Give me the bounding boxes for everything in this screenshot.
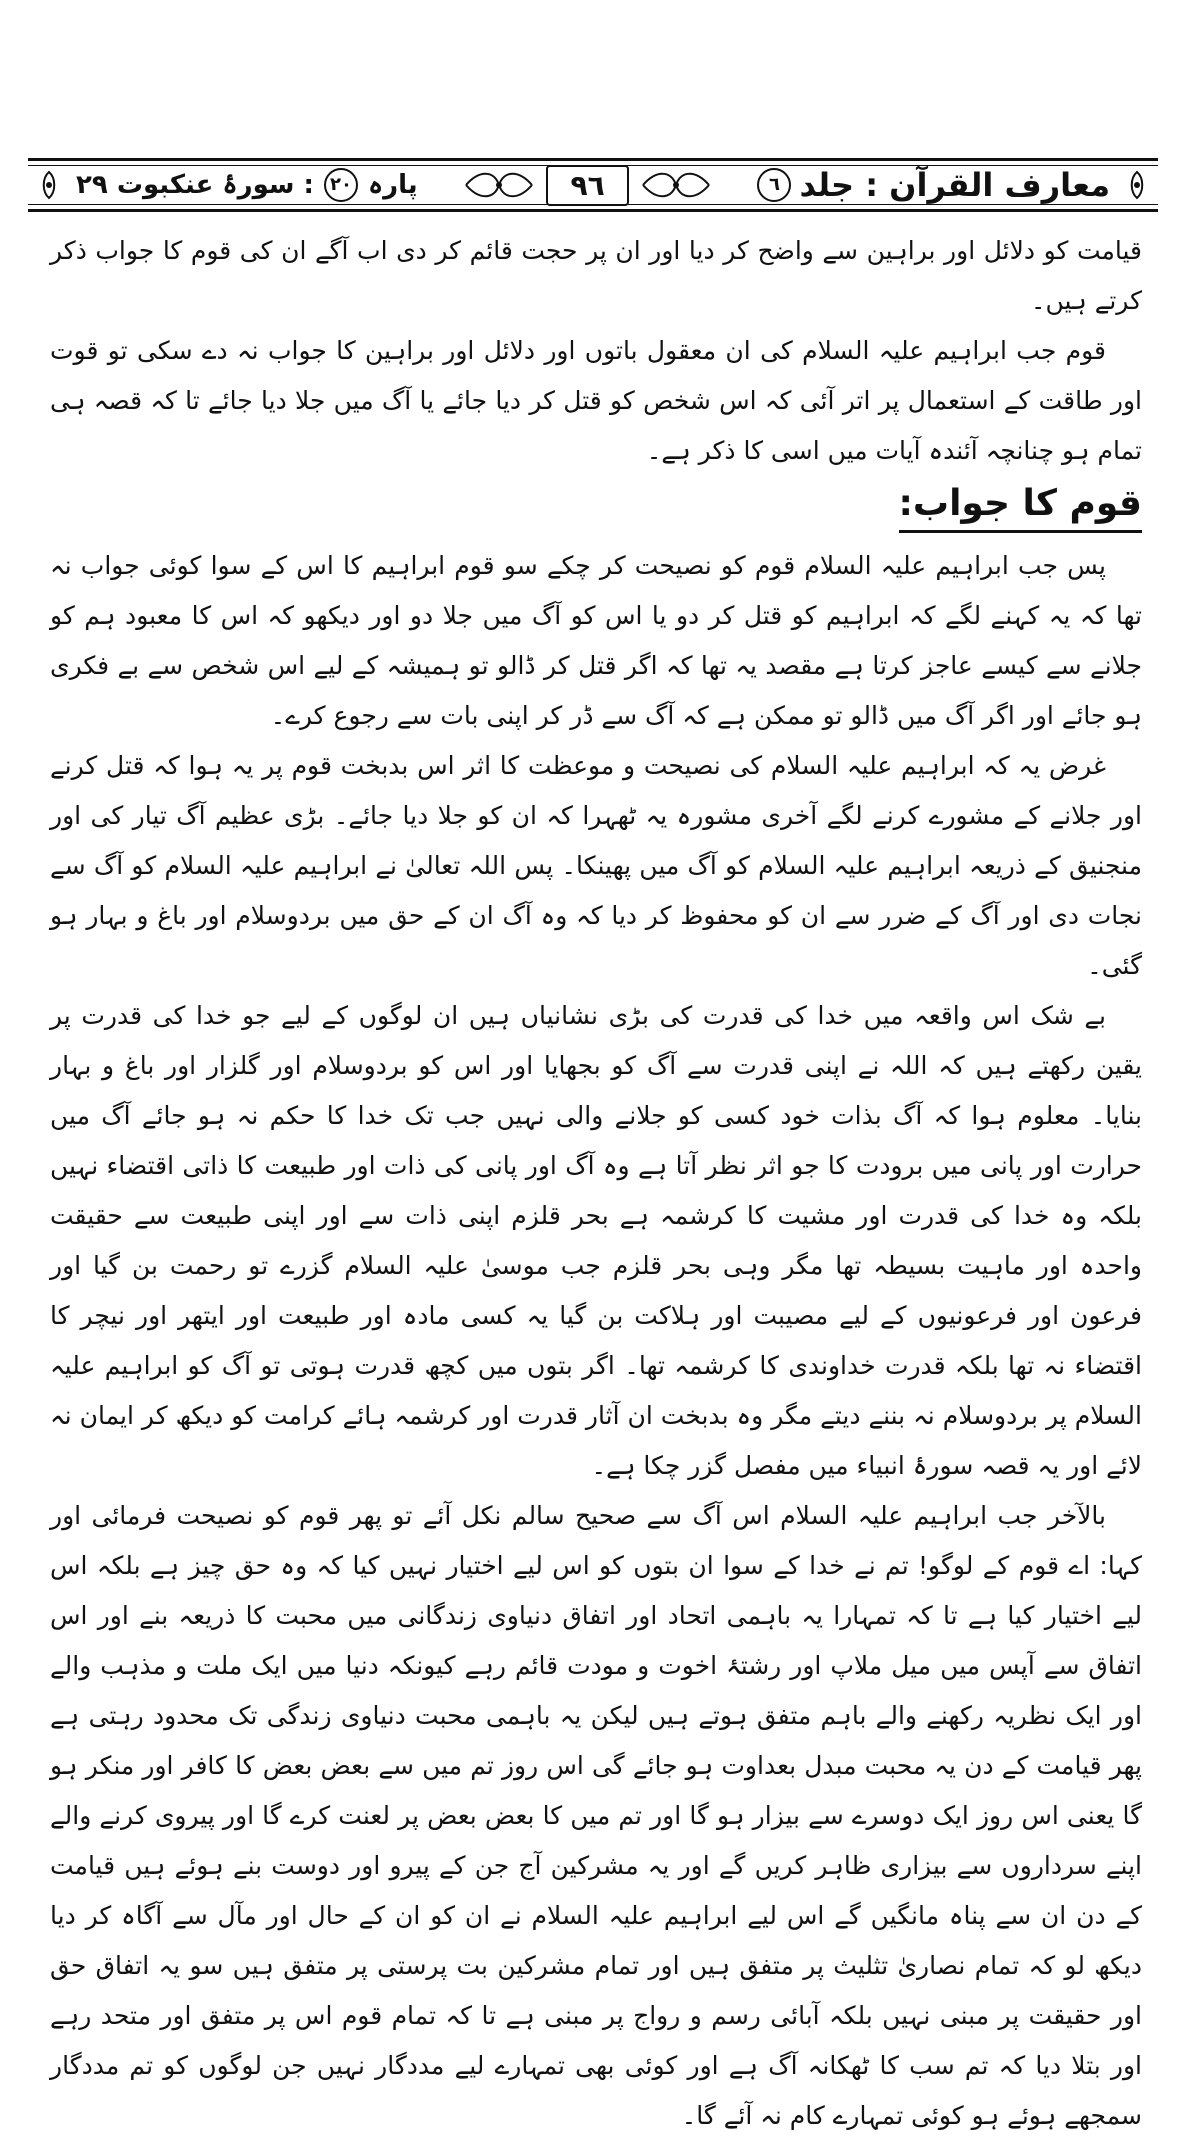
page-header xyxy=(28,158,1158,212)
page-body xyxy=(50,226,1142,2141)
paragraph-1: قیامت کو دلائل اور براہین سے واضح کر دیا اور ان پر حجت قائم کر دی اب آگے ان کی قوم کا جواب ذکر کرتے ہیں۔ xyxy=(50,236,1142,315)
paragraph-2: قوم جب ابراہیم علیہ السلام کی ان معقول باتوں اور دلائل اور براہین کا جواب نہ دے سکی تو قوت اور طاقت کے استعمال پر اتر آئی کہ اس شخص کو قتل کر دیا جائے یا آگ میں جلا دیا جائے تا کہ قصہ ہی تمام ہو چنانچہ آئندہ آیات میں اسی کا ذکر ہے۔ xyxy=(50,336,1142,465)
section-heading-wrap xyxy=(50,476,1142,541)
surah-label: : سورۂ عنکبوت ٢٩ xyxy=(76,170,314,200)
paragraph-6: بالآخر جب ابراہیم علیہ السلام اس آگ سے صحیح سالم نکل آئے تو پھر قوم کو نصیحت فرمائی اور کہا: اے قوم کے لوگو! تم نے خدا کے سوا ان بتوں کو اس لیے اختیار نہیں کیا کہ وہ حق چیز ہے بلکہ اس لیے اختیار کیا ہے تا کہ تمہارا یہ باہمی اتحاد اور اتفاق دنیاوی زندگانی میں محبت کا ذریعہ بنے اور اس اتفاق سے آپس میں میل ملاپ اور رشتۂ اخوت و مودت قائم رہے کیونکہ دنیا میں ایک ملت و مذہب والے اور ایک نظریہ رکھنے والے باہم متفق ہوتے ہیں لیکن یہ باہمی محبت دنیاوی زندگی تک محدود رہتی ہے پھر قیامت کے دن یہ محبت مبدل بعداوت ہو جائے گی اس روز تم میں سے بعض بعض کا کافر اور منکر ہو گا یعنی اس روز ایک دوسرے سے بیزار ہو گا اور تم میں کا بعض بعض پر لعنت کرے گا اور پیروی کرنے والے اپنے سرداروں سے بیزاری ظاہر کریں گے اور یہ مشرکین آج جن کے پیرو اور دوست بنے ہوئے ہیں قیامت کے دن ان سے پناہ مانگیں گے اس لیے ابراہیم علیہ السلام نے ان کو ان کے حال اور مآل سے آگاہ کر دیا دیکھ لو کہ تمام نصاریٰ تثلیث پر متفق ہیں اور تمام مشرکین بت پرستی پر متفق ہیں سو یہ اتفاق حق اور حقیقت پر مبنی نہیں بلکہ آبائی رسم و رواج پر مبنی ہے تا کہ تمام قوم اس پر متفق اور متحد رہے اور بتلا دیا کہ تم سب کا ٹھکانہ آگ ہے اور کوئی بھی تمہارے لیے مددگار نہیں جن لوگوں کو تم مددگار سمجھے ہوئے ہو کوئی تمہارے کام نہ آئے گا۔ xyxy=(50,1501,1142,2130)
flourish-right-icon xyxy=(641,168,711,202)
corner-ornament-icon xyxy=(34,170,64,200)
para-surah-group xyxy=(76,168,418,202)
book-title-group xyxy=(757,166,1110,204)
para-label: پارہ xyxy=(367,170,418,200)
paragraph-5: بے شک اس واقعہ میں خدا کی قدرت کی بڑی نشانیاں ہیں ان لوگوں کے لیے جو خدا کی قدرت پر یقین رکھتے ہیں کہ اللہ نے اپنی قدرت سے آگ کو بجھایا اور اس کو بردوسلام اور گلزار اور باغ و بہار بنایا۔ معلوم ہوا کہ آگ بذات خود کسی کو جلانے والی نہیں جب تک خدا کا حکم نہ ہو جائے آگ میں حرارت اور پانی میں برودت کا جو اثر نظر آتا ہے وہ آگ اور پانی کی ذات اور طبیعت کا ذاتی اقتضاء نہیں بلکہ وہ خدا کی قدرت اور مشیت کا کرشمہ ہے بحر قلزم اپنی ذات سے اور اپنی طبیعت سے حقیقت واحدہ اور ماہیت بسیطہ تھا مگر وہی بحر قلزم جب موسیٰ علیہ السلام گزرے تو رحمت بن گیا اور فرعون اور فرعونیوں کے لیے مصیبت اور ہلاکت بن گیا یہ کسی مادہ اور طبیعت اور ایتھر اور نیچر کا اقتضاء نہ تھا بلکہ قدرت خداوندی کا کرشمہ تھا۔ اگر بتوں میں کچھ قدرت ہوتی تو آگ کو ابراہیم علیہ السلام پر بردوسلام نہ بننے دیتے مگر وہ بدبخت ان آثار قدرت اور کرشمہ ہائے کرامت کو دیکھ کر ایمان نہ لائے اور یہ قصہ سورۂ انبیاء میں مفصل گزر چکا ہے۔ xyxy=(50,1001,1142,1480)
page-number: ٩٦ xyxy=(546,165,628,206)
para-number: ٢٠ xyxy=(324,168,358,202)
book-title: معارف القرآن : جلد xyxy=(799,166,1110,204)
section-heading: قوم کا جواب: xyxy=(899,478,1142,533)
page-number-group xyxy=(464,165,710,206)
paragraph-3: پس جب ابراہیم علیہ السلام قوم کو نصیحت کر چکے سو قوم ابراہیم کا اس کے سوا کوئی جواب نہ تھا کہ یہ کہنے لگے کہ ابراہیم کو قتل کر دو یا اس کو آگ میں جلا دو اور دیکھو کہ اس کا معبود ہم کو جلانے سے کیسے عاجز کرتا ہے مقصد یہ تھا کہ اگر قتل کر ڈالو تو ہمیشہ کے لیے اس شخص سے بے فکری ہو جائے اور اگر آگ میں ڈالو تو ممکن ہے کہ آگ سے ڈر کر اپنی بات سے رجوع کرے۔ xyxy=(50,551,1142,730)
corner-ornament-icon xyxy=(1122,170,1152,200)
flourish-left-icon xyxy=(464,168,534,202)
paragraph-4: غرض یہ کہ ابراہیم علیہ السلام کی نصیحت و موعظت کا اثر اس بدبخت قوم پر یہ ہوا کہ قتل کرنے اور جلانے کے مشورے کرنے لگے آخری مشورہ یہ ٹھہرا کہ ان کو جلا دیا جائے۔ بڑی عظیم آگ تیار کی اور منجنیق کے ذریعہ ابراہیم علیہ السلام کو آگ میں پھینکا۔ پس اللہ تعالیٰ نے ابراہیم علیہ السلام کو آگ سے نجات دی اور آگ کے ضرر سے ان کو محفوظ کر دیا کہ وہ آگ ان کے حق میں بردوسلام اور باغ و بہار ہو گئی۔ xyxy=(50,751,1142,980)
volume-number: ٦ xyxy=(757,168,791,202)
